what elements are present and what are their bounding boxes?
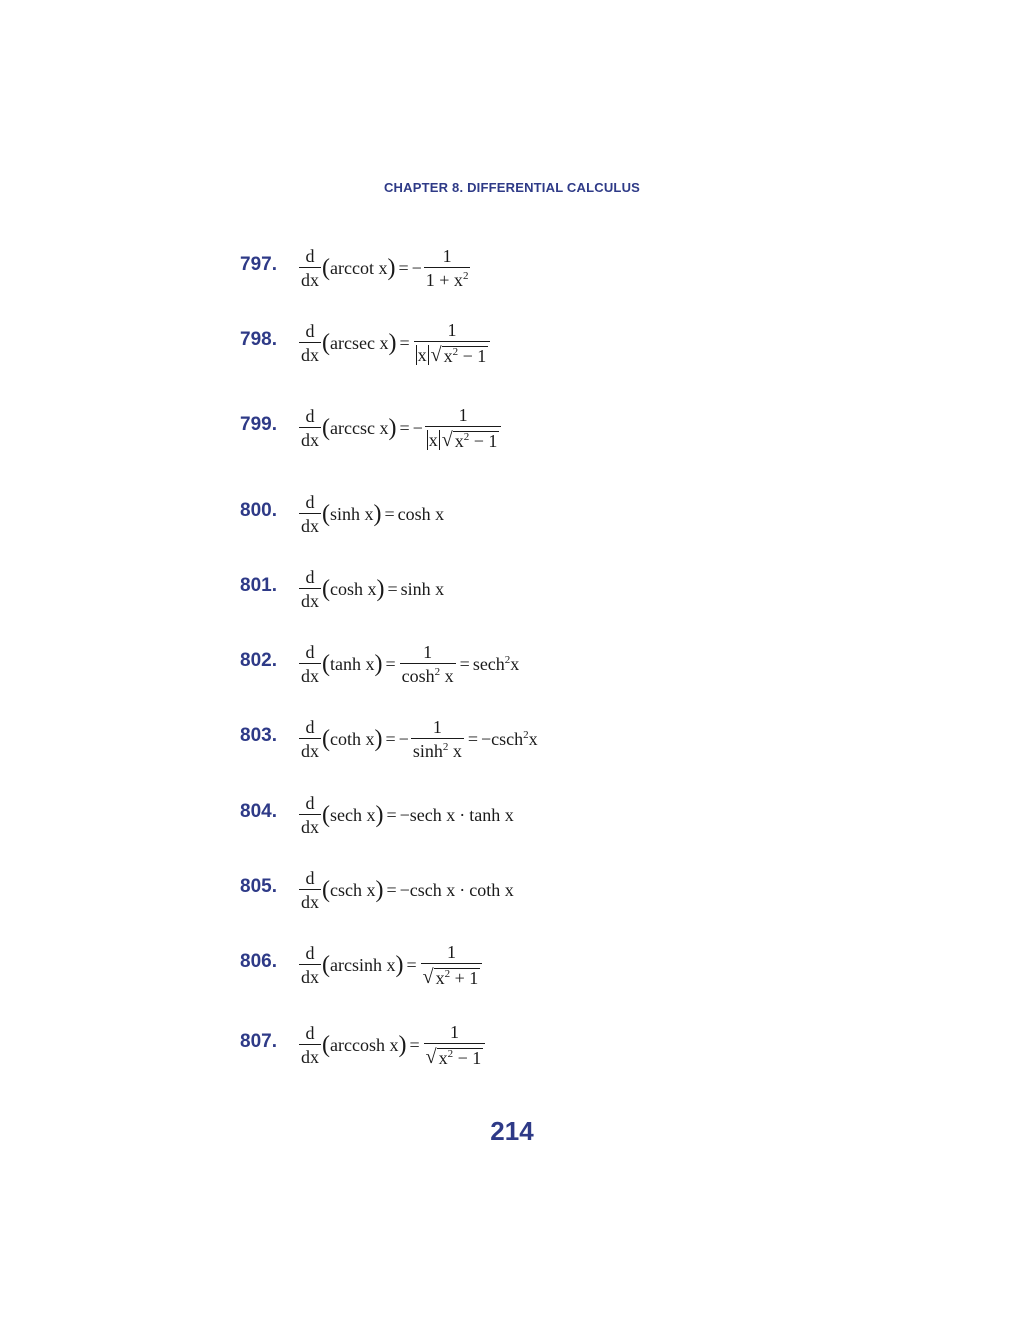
result: −csch x · coth x (399, 879, 514, 900)
formula-expression: $\frac{d}{dx}$ ( arccsc x ) = − 1 x √ $x^2 - 1$ (298, 406, 502, 450)
derivative-operator: $\frac{d}{dx}$ (301, 1022, 319, 1067)
derivative-operator: $\frac{d}{dx}$ (301, 405, 319, 450)
formula-number: 798. (240, 329, 277, 350)
formula-expression: $\frac{d}{dx}$ ( arcsec x ) = 1 x √ $x^2 - 1$ (298, 321, 491, 365)
formula-number: 797. (240, 254, 277, 275)
chapter-header: CHAPTER 8. DIFFERENTIAL CALCULUS (383, 180, 641, 195)
derivative-operator: $\frac{d}{dx}$ (301, 245, 319, 290)
derivative-operator: $\frac{d}{dx}$ (301, 491, 319, 536)
function-name: arcsec x (330, 332, 389, 353)
derivative-operator: $\frac{d}{dx}$ (301, 792, 319, 837)
formula-expression: $\frac{d}{dx}$ ( arcsinh x ) = 1 √ $x^2 + 1$ (298, 943, 483, 987)
function-name: csch x (330, 879, 376, 900)
function-name: arccsc x (330, 417, 389, 438)
result-fraction: 1 x √ $x^2 - 1$ (414, 321, 491, 365)
derivative-operator: $\frac{d}{dx}$ (301, 716, 319, 761)
derivative-operator: $\frac{d}{dx}$ (301, 566, 319, 611)
formula-expression: $\frac{d}{dx}$ ( coth x ) = − $\frac{1}{\sinh^2 x}$ = −csch$^2$x (301, 716, 538, 761)
formula-expression: $\frac{d}{dx}$ ( cosh x ) = sinh x (301, 566, 445, 611)
result-fraction: 1 x √ $x^2 - 1$ (425, 406, 502, 450)
formula-number: 807. (240, 1031, 277, 1052)
formula-expression: $\frac{d}{dx}$ ( arccot x ) = − $\frac{1}{1 + x^2}$ (301, 245, 469, 290)
formula-expression: $\frac{d}{dx}$ ( tanh x ) = $\frac{1}{\cosh^2 x}$ = sech$^2$x (301, 641, 520, 686)
function-name: sech x (330, 804, 376, 825)
function-name: tanh x (330, 653, 375, 674)
formula-expression: $\frac{d}{dx}$ ( sech x ) = −sech x · tanh x (301, 792, 514, 837)
derivative-operator: $\frac{d}{dx}$ (301, 867, 319, 912)
function-name: arcsinh x (330, 954, 396, 975)
formula-number: 803. (240, 725, 277, 746)
result-alt: sech$^2$x (472, 653, 520, 674)
function-name: arccosh x (330, 1034, 399, 1055)
formula-number: 801. (240, 575, 277, 596)
result-fraction: 1 √ $x^2 - 1$ (424, 1023, 486, 1067)
result: −sech x · tanh x (399, 804, 514, 825)
formula-expression: $\frac{d}{dx}$ ( csch x ) = −csch x · coth x (301, 867, 514, 912)
formula-number: 805. (240, 876, 277, 897)
formula-number: 800. (240, 500, 277, 521)
function-name: cosh x (330, 578, 377, 599)
result-alt: −csch$^2$x (480, 728, 538, 749)
formula-number: 804. (240, 801, 277, 822)
result: sinh x (400, 578, 445, 599)
derivative-operator: $\frac{d}{dx}$ (301, 942, 319, 987)
formula-expression: $\frac{d}{dx}$ ( sinh x ) = cosh x (301, 491, 445, 536)
result-fraction: 1 √ $x^2 + 1$ (421, 943, 483, 987)
formula-number: 806. (240, 951, 277, 972)
page-number: 214 (490, 1116, 534, 1146)
formula-expression: $\frac{d}{dx}$ ( arccosh x ) = 1 √ $x^2 - 1$ (298, 1023, 486, 1067)
formula-number: 802. (240, 650, 277, 671)
result-fraction: $\frac{1}{\sinh^2 x}$ (412, 716, 462, 761)
result: cosh x (397, 503, 445, 524)
function-name: arccot x (330, 257, 388, 278)
result-fraction: $\frac{1}{\cosh^2 x}$ (401, 641, 454, 686)
result-fraction: $\frac{1}{1 + x^2}$ (425, 245, 469, 290)
function-name: sinh x (330, 503, 374, 524)
derivative-operator: $\frac{d}{dx}$ (301, 641, 319, 686)
derivative-operator: $\frac{d}{dx}$ (301, 320, 319, 365)
formula-number: 799. (240, 414, 277, 435)
function-name: coth x (330, 728, 375, 749)
